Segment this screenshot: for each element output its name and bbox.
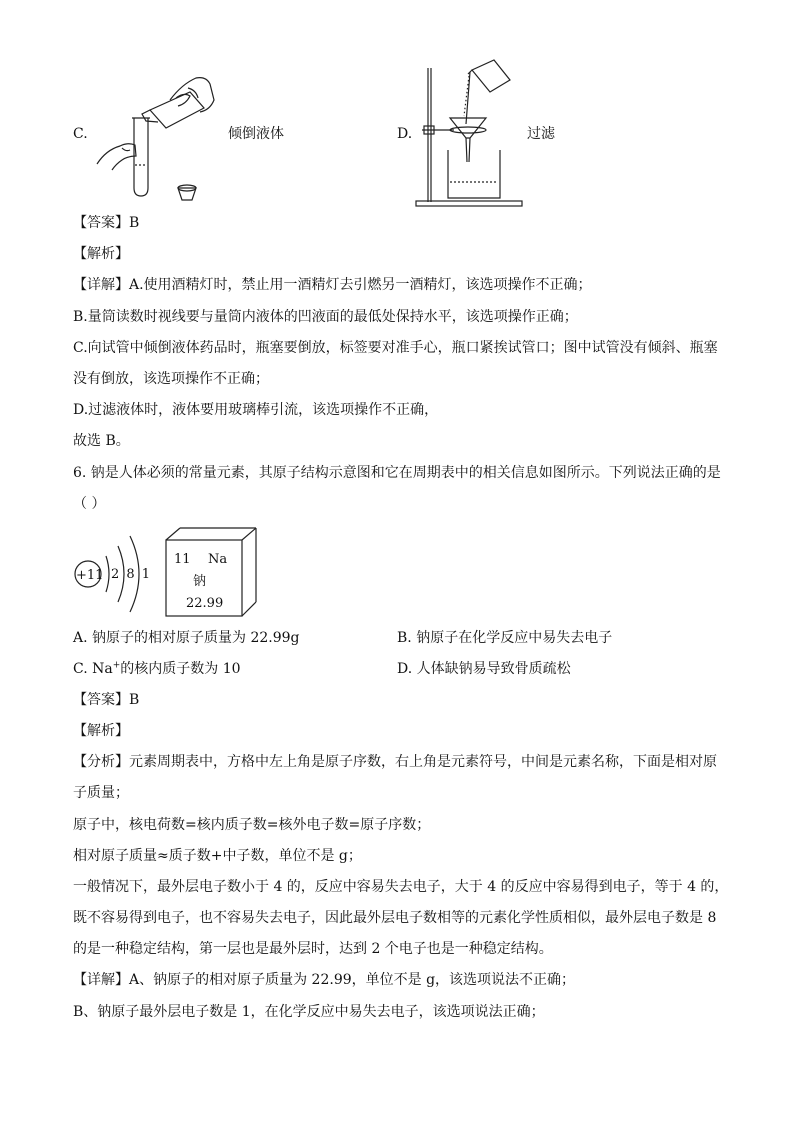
q6-analysis-line: 【分析】元素周期表中，方格中左上角是原子序数，右上角是元素符号，中间是元素名称，下面是相对原 bbox=[73, 754, 717, 770]
q6-analysis-line: 子质量； bbox=[73, 785, 129, 801]
q5-answer: 【答案】B bbox=[73, 215, 140, 231]
option-c-superscript: + bbox=[112, 660, 121, 671]
q5-detail-line: 没有倒放，该选项操作不正确； bbox=[73, 371, 269, 387]
q6-stem-bracket: （ ） bbox=[73, 496, 106, 512]
atomic-number: 11 bbox=[174, 552, 191, 567]
q5-detail-line: 【详解】A.使用酒精灯时，禁止用一酒精灯去引燃另一酒精灯，该选项操作不正确； bbox=[73, 277, 592, 293]
q5-detail-line: 故选 B。 bbox=[73, 433, 130, 449]
q5-detail-line: C.向试管中倾倒液体药品时，瓶塞要倒放，标签要对准手心，瓶口紧挨试管口；图中试管没有倾斜、瓶塞 bbox=[73, 340, 718, 356]
q6-analysis-line: 既不容易得到电子，也不容易失去电子，因此最外层电子数相等的元素化学性质相似，最外层电子数是 8 bbox=[73, 910, 717, 926]
q6-detail-line: 【详解】A、钠原子的相对原子质量为 22.99，单位不是 g，该选项说法不正确； bbox=[73, 972, 576, 988]
filtration-illustration bbox=[414, 58, 524, 208]
element-name: 钠 bbox=[193, 574, 207, 589]
option-c-letter: C. bbox=[73, 126, 88, 142]
q6-analysis-line: 一般情况下，最外层电子数小于 4 的，反应中容易失去电子，大于 4 的反应中容易得到电子，等于 4 的， bbox=[73, 879, 729, 895]
element-symbol: Na bbox=[208, 552, 228, 567]
q6-option-b: B. 钠原子在化学反应中易失去电子 bbox=[397, 630, 613, 646]
q5-detail-line: B.量筒读数时视线要与量筒内液体的凹液面的最低处保持水平，该选项操作正确； bbox=[73, 309, 578, 325]
q6-analysis-line: 的是一种稳定结构，第一层也是最外层时，达到 2 个电子也是一种稳定结构。 bbox=[73, 941, 553, 957]
option-c-suffix: 的核内质子数为 10 bbox=[120, 661, 241, 677]
pouring-liquid-illustration bbox=[92, 70, 222, 200]
q6-analysis-heading: 【解析】 bbox=[73, 723, 129, 739]
option-c-caption: 倾倒液体 bbox=[228, 126, 284, 142]
q6-option-d: D. 人体缺钠易导致骨质疏松 bbox=[397, 661, 571, 677]
electron-shells: 2 8 1 bbox=[111, 567, 151, 582]
option-d-caption: 过滤 bbox=[527, 126, 555, 142]
q6-analysis-line: 相对原子质量≈质子数+中子数，单位不是 g； bbox=[73, 848, 362, 864]
option-c-prefix: C. Na bbox=[73, 661, 113, 677]
atomic-mass: 22.99 bbox=[186, 596, 224, 611]
q6-stem: 6. 钠是人体必须的常量元素，其原子结构示意图和它在周期表中的相关信息如图所示。下列说法正确的是 bbox=[73, 465, 721, 481]
q6-option-a: A. 钠原子的相对原子质量为 22.99g bbox=[73, 630, 300, 646]
nucleus-charge: +11 bbox=[76, 568, 104, 583]
q5-analysis-heading: 【解析】 bbox=[73, 246, 129, 262]
q6-answer: 【答案】B bbox=[73, 692, 140, 708]
q6-analysis-line: 原子中，核电荷数=核内质子数=核外电子数=原子序数； bbox=[73, 817, 431, 833]
q6-option-c bbox=[73, 659, 241, 679]
option-d-letter: D. bbox=[397, 126, 413, 142]
q6-detail-line: B、钠原子最外层电子数是 1，在化学反应中易失去电子，该选项说法正确； bbox=[73, 1004, 545, 1020]
q5-detail-line: D.过滤液体时，液体要用玻璃棒引流，该选项操作不正确， bbox=[73, 402, 439, 418]
